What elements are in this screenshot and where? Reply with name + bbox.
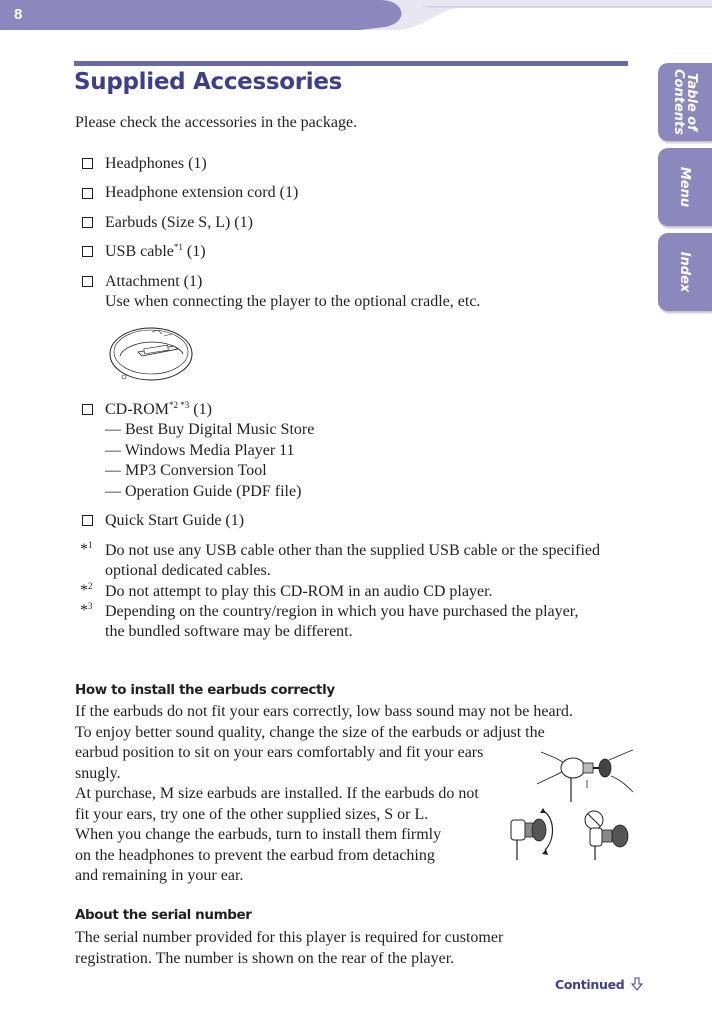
tab-menu-label: Menu bbox=[677, 166, 693, 208]
earbuds-text-line: At purchase, M size earbuds are installed. If the earbuds do not bbox=[75, 785, 479, 802]
footnote-mark-1: *$^1$ bbox=[80, 540, 93, 558]
checkbox-icon bbox=[82, 217, 93, 228]
footnote-mark-2: *$^2$ bbox=[80, 581, 93, 599]
footnote-3-line: the bundled software may be different. bbox=[105, 623, 353, 640]
cdrom-content-item: — MP3 Conversion Tool bbox=[105, 462, 267, 479]
earbud-wrong-illustration bbox=[580, 808, 634, 862]
earbuds-text-line: When you change the earbuds, turn to install them firmly bbox=[75, 826, 442, 843]
usb-count: (1) bbox=[186, 243, 206, 260]
item-attachment: Attachment (1) bbox=[105, 273, 203, 290]
earbud-twist-illustration bbox=[505, 806, 563, 862]
cdrom-content-item: — Best Buy Digital Music Store bbox=[105, 421, 315, 438]
checkbox-icon bbox=[82, 276, 93, 287]
continued-link[interactable] bbox=[555, 977, 643, 992]
tab-index[interactable] bbox=[658, 233, 712, 311]
checkbox-icon bbox=[82, 188, 93, 199]
tab-menu[interactable] bbox=[658, 148, 712, 226]
cdrom-content-item: — Operation Guide (PDF file) bbox=[105, 483, 302, 500]
attachment-description: Use when connecting the player to the optional cradle, etc. bbox=[105, 293, 481, 310]
earbuds-text-line: To enjoy better sound quality, change the size of the earbuds or adjust the bbox=[75, 724, 545, 741]
arrow-down-icon bbox=[631, 977, 643, 991]
tab-table-of-contents-label: Table of Contents bbox=[671, 69, 699, 135]
serial-text-line: The serial number provided for this player is required for customer bbox=[75, 929, 504, 946]
item-earbuds: Earbuds (Size S, L) (1) bbox=[105, 214, 253, 231]
intro-text: Please check the accessories in the package. bbox=[75, 114, 358, 131]
earbuds-text-line: and remaining in your ear. bbox=[75, 867, 244, 884]
earbud-attach-illustration bbox=[535, 748, 635, 804]
cdrom-label: CD-ROM bbox=[105, 401, 170, 418]
tab-table-of-contents[interactable] bbox=[658, 63, 712, 141]
footnote-2-line: Do not attempt to play this CD-ROM in an audio CD player. bbox=[105, 583, 493, 600]
item-headphones: Headphones (1) bbox=[105, 155, 207, 172]
usb-label: USB cable bbox=[105, 243, 174, 260]
title-rule bbox=[74, 61, 628, 66]
usb-note-mark: *1 bbox=[173, 242, 183, 252]
cdrom-note-marks: *2 *3 bbox=[169, 400, 190, 410]
checkbox-icon bbox=[82, 158, 93, 169]
earbuds-section-heading: How to install the earbuds correctly bbox=[75, 682, 335, 698]
page-number: 8 bbox=[14, 6, 23, 23]
item-extension-cord: Headphone extension cord (1) bbox=[105, 184, 299, 201]
header-band bbox=[0, 0, 712, 30]
attachment-illustration bbox=[108, 322, 196, 384]
footnote-1-line: Do not use any USB cable other than the supplied USB cable or the specified bbox=[105, 542, 600, 559]
serial-section-heading: About the serial number bbox=[75, 907, 252, 923]
continued-label: Continued bbox=[555, 977, 625, 992]
footnote-3-line: Depending on the country/region in which you have purchased the player, bbox=[105, 603, 579, 620]
checkbox-icon bbox=[82, 246, 93, 257]
earbuds-text-line: snugly. bbox=[75, 765, 121, 782]
footnote-mark-3: *$^3$ bbox=[80, 601, 93, 619]
footnote-1-line: optional dedicated cables. bbox=[105, 562, 271, 579]
page-title: Supplied Accessories bbox=[74, 69, 343, 95]
earbuds-text-line: on the headphones to prevent the earbud from detaching bbox=[75, 847, 435, 864]
cdrom-count: (1) bbox=[193, 401, 212, 418]
item-quick-start-guide: Quick Start Guide (1) bbox=[105, 512, 245, 529]
item-usb-cable bbox=[105, 242, 206, 263]
earbuds-text-line: earbud position to sit on your ears comfortably and fit your ears bbox=[75, 744, 484, 761]
checkbox-icon bbox=[82, 515, 93, 526]
item-cd-rom bbox=[105, 400, 212, 421]
earbuds-text-line: If the earbuds do not fit your ears correctly, low bass sound may not be heard. bbox=[75, 703, 573, 720]
checkbox-icon bbox=[82, 404, 93, 415]
tab-index-label: Index bbox=[677, 251, 693, 293]
cdrom-content-item: — Windows Media Player 11 bbox=[105, 442, 295, 459]
serial-text-line: registration. The number is shown on the rear of the player. bbox=[75, 950, 455, 967]
earbuds-text-line: fit your ears, try one of the other supplied sizes, S or L. bbox=[75, 806, 429, 823]
